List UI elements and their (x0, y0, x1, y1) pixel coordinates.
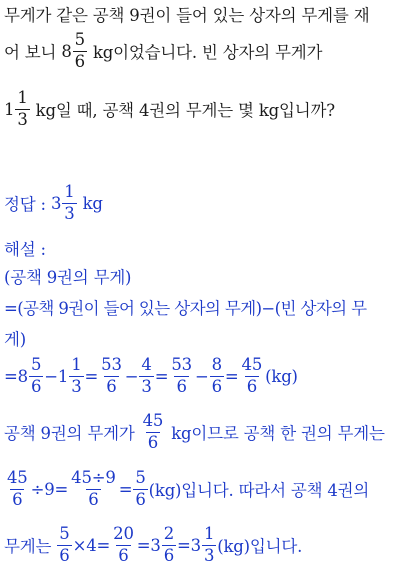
eq-numerator: 5 (30, 355, 42, 374)
box-weight-numerator: 1 (17, 88, 28, 107)
answer-mixed-number (51, 184, 78, 222)
s7-term: =3 (136, 535, 161, 555)
question-text-3: kg일 때, 공책 4권의 무게는 몇 kg입니까? (30, 101, 335, 120)
s6-fraction (69, 470, 118, 508)
solution-text-3: 게) (4, 330, 26, 349)
s7-denominator: 3 (203, 545, 215, 565)
s7-term: ×4= (72, 535, 111, 555)
total-weight-numerator: 5 (74, 30, 85, 49)
eq-numerator: 53 (171, 355, 192, 374)
solution-line-2 (4, 295, 366, 319)
eq-term: − (124, 366, 139, 386)
answer-whole: 3 (50, 193, 62, 213)
solution-heading (4, 236, 46, 260)
question-line-1 (4, 2, 369, 26)
s7-term: (kg)입니다. (217, 537, 303, 556)
solution-text-5b: kg이므로 공책 한 권의 무게는 (166, 424, 385, 443)
box-weight-denominator: 3 (17, 109, 28, 129)
question-line-2 (4, 32, 322, 70)
eq-term: = (84, 366, 99, 386)
eq-fraction (210, 357, 224, 395)
eq-fraction (169, 357, 194, 395)
answer-fraction (62, 184, 76, 222)
s7-denominator: 6 (59, 545, 70, 565)
s7-fraction (111, 526, 136, 564)
solution-line-5 (4, 413, 385, 451)
eq-fraction (99, 357, 124, 395)
eq-term: −1 (44, 366, 69, 386)
eq-numerator: 45 (241, 355, 263, 374)
s5-denominator: 6 (147, 432, 159, 452)
solution-text-1: (공책 9권의 무게) (4, 268, 132, 287)
s5-numerator: 45 (142, 411, 164, 430)
s6-fraction (5, 470, 30, 508)
eq-fraction (240, 357, 265, 395)
solution-text-2: =(공책 9권이 들어 있는 상자의 무게)−(빈 상자의 무 (4, 299, 367, 318)
eq-numerator: 8 (211, 355, 222, 374)
eq-denominator: 6 (106, 376, 117, 396)
eq-denominator: 6 (30, 376, 42, 396)
s6-numerator: 45÷9 (71, 468, 116, 487)
eq-fraction (69, 357, 83, 395)
s6-denominator: 6 (88, 489, 99, 509)
box-weight-fraction (15, 90, 29, 128)
box-weight-whole: 1 (4, 99, 15, 119)
s7-fraction (162, 526, 176, 564)
eq-term: = (154, 366, 169, 386)
eq-denominator: 6 (176, 376, 187, 396)
answer-label: 정답 : (4, 195, 51, 214)
s6-numerator: 5 (135, 468, 146, 487)
solution-line-3 (4, 326, 26, 350)
question-text-1: 무게가 같은 공책 9권이 들어 있는 상자의 무게를 재 (4, 6, 370, 25)
s6-fraction (133, 470, 147, 508)
eq-numerator: 53 (101, 355, 122, 374)
s7-numerator: 20 (113, 524, 134, 543)
s7-term: 무게는 (4, 537, 57, 556)
s6-numerator: 45 (7, 468, 28, 487)
eq-term: − (194, 366, 209, 386)
s6-term: ÷9= (30, 479, 69, 499)
s6-denominator: 6 (12, 489, 23, 509)
question-text-2a: 어 보니 (4, 43, 62, 62)
s6-term: = (118, 479, 133, 499)
solution-line-7 (4, 526, 302, 564)
question-text-2b: kg이었습니다. 빈 상자의 무게가 (87, 43, 323, 62)
answer-line (4, 184, 103, 222)
eq-term: = (224, 366, 239, 386)
answer-denominator: 3 (64, 203, 75, 223)
solution-equation (4, 357, 298, 395)
eq-term: =8 (4, 366, 28, 386)
eq-denominator: 3 (141, 376, 152, 396)
total-weight-fraction (73, 32, 87, 70)
answer-numerator: 1 (64, 182, 75, 201)
answer-unit: kg (77, 193, 103, 213)
eq-denominator: 6 (246, 376, 257, 396)
eq-denominator: 3 (71, 376, 82, 396)
s7-numerator: 2 (163, 524, 174, 543)
box-weight-mixed-number (4, 90, 31, 128)
eq-term: (kg) (265, 366, 298, 386)
solution-heading-text: 해설 : (4, 240, 46, 259)
eq-numerator: 1 (71, 355, 82, 374)
s7-numerator: 5 (59, 524, 70, 543)
s7-numerator: 1 (203, 524, 215, 543)
s6-denominator: 6 (135, 489, 146, 509)
s7-fraction (202, 526, 216, 564)
total-weight-mixed-number (61, 32, 88, 70)
s7-denominator: 6 (163, 545, 174, 565)
eq-fraction (29, 357, 43, 395)
solution-line-6 (4, 470, 369, 508)
question-line-3 (4, 90, 335, 128)
eq-denominator: 6 (211, 376, 222, 396)
s7-denominator: 6 (118, 545, 129, 565)
eq-numerator: 4 (141, 355, 152, 374)
total-weight-whole: 8 (61, 41, 72, 61)
eq-fraction (139, 357, 153, 395)
solution-line-1 (4, 264, 131, 288)
s7-term: =3 (177, 535, 201, 555)
total-weight-denominator: 6 (74, 51, 85, 71)
s7-fraction (57, 526, 71, 564)
s6-term: (kg)입니다. 따라서 공책 4권의 (148, 481, 370, 500)
solution-text-5a: 공책 9권의 무게가 (4, 424, 140, 443)
s5-fraction (141, 413, 166, 451)
